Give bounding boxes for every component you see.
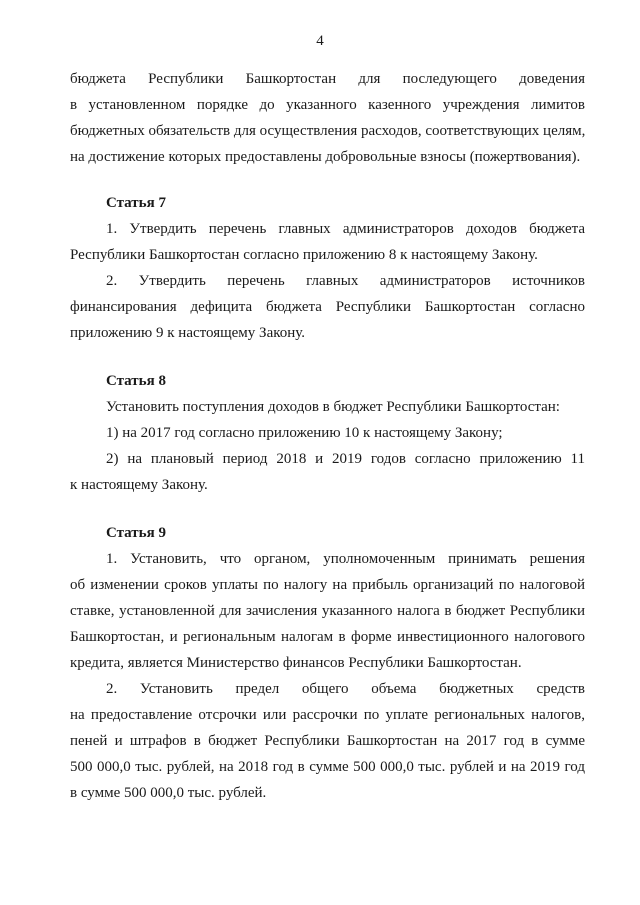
article-7-heading: Статья 7 — [106, 195, 166, 211]
paragraph-line: к настоящему Закону. — [70, 477, 208, 493]
spacer — [70, 170, 585, 190]
paragraph-line: об изменении сроков уплаты по налогу на прибыль организаций по налоговой — [70, 577, 585, 593]
article-7-clause-1 — [70, 216, 585, 268]
paragraph-line: приложению 9 к настоящему Закону. — [70, 325, 306, 341]
paragraph-line: Башкортостан, и региональным налогам в форме инвестиционного налогового — [70, 629, 585, 645]
paragraph-line: бюджетных обязательств для осуществления расходов, соответствующих целям, — [70, 123, 586, 139]
paragraph-line: 2) на плановый период 2018 и 2019 годов согласно приложению 11 — [106, 451, 585, 467]
article-8-item-2 — [70, 446, 585, 498]
paragraph-line: в установленном порядке до указанного казенного учреждения лимитов — [70, 97, 585, 113]
article-8-intro — [70, 394, 585, 420]
paragraph-line: бюджета Республики Башкортостан для последующего доведения — [70, 71, 585, 87]
paragraph-line: в сумме 500 000,0 тыс. рублей. — [70, 785, 267, 801]
paragraph-line: 2. Установить предел общего объема бюджетных средств — [106, 681, 585, 697]
paragraph-line: 1. Установить, что органом, уполномоченным принимать решения — [106, 551, 585, 567]
paragraph-line: финансирования дефицита бюджета Республики Башкортостан согласно — [70, 299, 585, 315]
paragraph-line: ставке, установленной для зачисления указанного налога в бюджет Республики — [70, 603, 585, 619]
spacer — [70, 498, 585, 520]
paragraph-line: 2. Утвердить перечень главных администраторов источников — [106, 273, 585, 289]
article-9-clause-2 — [70, 676, 585, 806]
article-8-item-1 — [70, 420, 585, 446]
paragraph-line: на предоставление отсрочки или рассрочки по уплате региональных налогов, — [70, 707, 585, 723]
spacer — [70, 346, 585, 368]
paragraph-line: 1) на 2017 год согласно приложению 10 к настоящему Закону; — [106, 425, 503, 441]
paragraph-line: кредита, является Министерство финансов Республики Башкортостан. — [70, 655, 522, 671]
page-number: 4 — [316, 33, 324, 49]
paragraph-line: Республики Башкортостан согласно приложению 8 к настоящему Закону. — [70, 247, 538, 263]
paragraph-line: пеней и штрафов в бюджет Республики Башкортостан на 2017 год в сумме — [70, 733, 585, 749]
paragraph-line: Установить поступления доходов в бюджет Республики Башкортостан: — [106, 399, 560, 415]
article-8-heading: Статья 8 — [106, 373, 166, 389]
intro-paragraph — [70, 66, 585, 170]
article-9-clause-1 — [70, 546, 585, 676]
paragraph-line: на достижение которых предоставлены добровольные взносы (пожертвования). — [70, 149, 581, 165]
article-7-clause-2 — [70, 268, 585, 346]
paragraph-line: 500 000,0 тыс. рублей, на 2018 год в сумме 500 000,0 тыс. рублей и на 2019 год — [70, 759, 585, 775]
article-9-heading: Статья 9 — [106, 525, 166, 541]
document-body — [70, 66, 585, 806]
paragraph-line: 1. Утвердить перечень главных администраторов доходов бюджета — [106, 221, 585, 237]
